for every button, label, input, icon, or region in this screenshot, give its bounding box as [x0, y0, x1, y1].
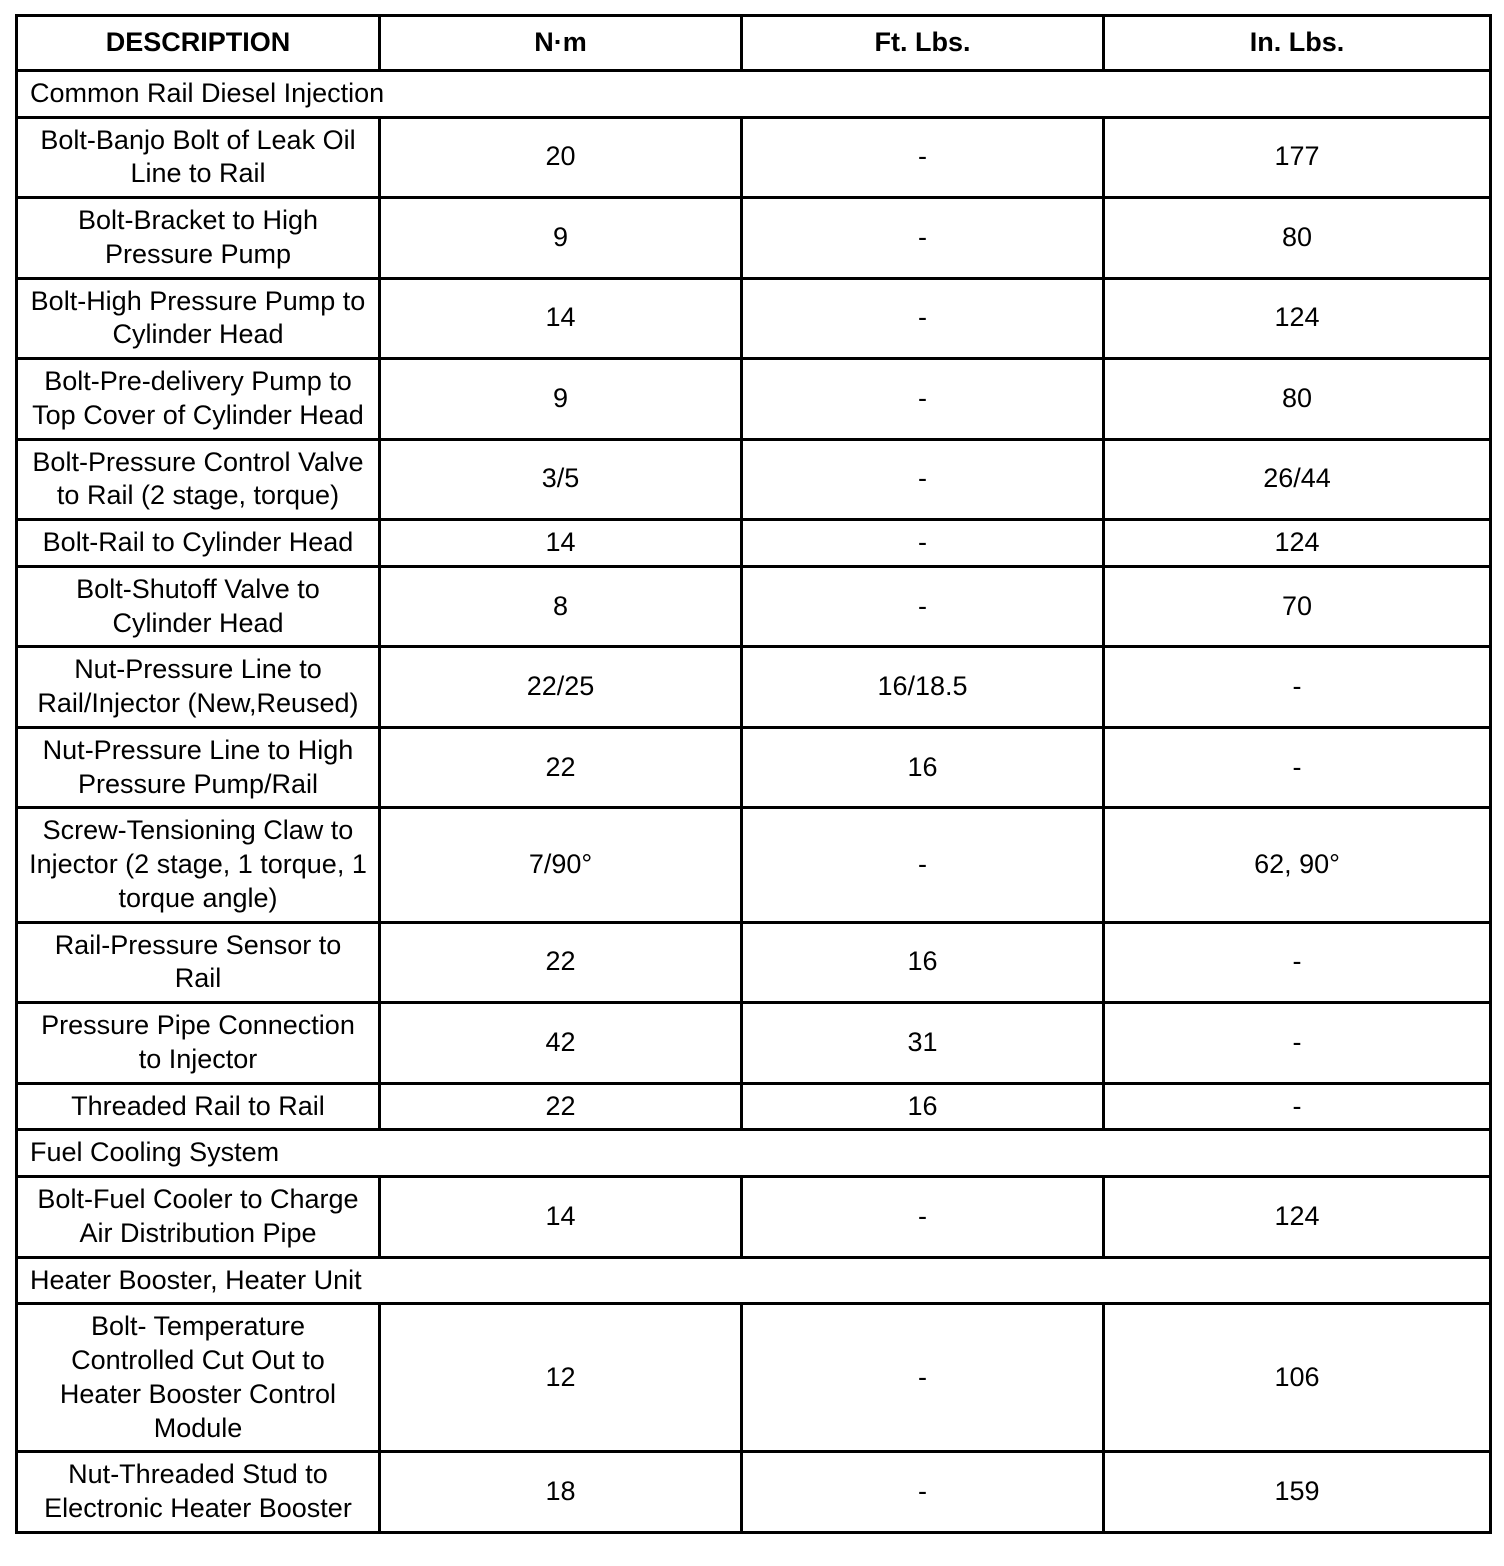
table-row — [17, 566, 1491, 647]
ftlbs-value-cell: - — [742, 198, 1104, 279]
table-header — [17, 16, 1491, 71]
inlbs-value-cell: - — [1104, 1003, 1491, 1084]
inlbs-value-cell: 80 — [1104, 359, 1491, 440]
column-header-ftlbs: Ft. Lbs. — [742, 16, 1104, 71]
ftlbs-value-cell: 16 — [742, 922, 1104, 1003]
nm-value-cell: 3/5 — [380, 439, 742, 520]
description-cell: Bolt-Shutoff Valve to Cylinder Head — [17, 566, 380, 647]
table-row — [17, 808, 1491, 922]
table-row — [17, 439, 1491, 520]
inlbs-value-cell: 124 — [1104, 1177, 1491, 1258]
description-cell: Bolt-Pressure Control Valve to Rail (2 stage, torque) — [17, 439, 380, 520]
nm-value-cell: 9 — [380, 198, 742, 279]
nm-value-cell: 22 — [380, 727, 742, 808]
inlbs-value-cell: - — [1104, 1083, 1491, 1130]
column-header-nm: N·m — [380, 16, 742, 71]
description-cell: Bolt-Rail to Cylinder Head — [17, 520, 380, 567]
nm-value-cell: 22 — [380, 922, 742, 1003]
description-cell: Bolt-Banjo Bolt of Leak Oil Line to Rail — [17, 117, 380, 198]
table-row — [17, 727, 1491, 808]
column-header-inlbs: In. Lbs. — [1104, 16, 1491, 71]
description-cell: Nut-Threaded Stud to Electronic Heater Booster — [17, 1452, 380, 1533]
description-cell: Bolt-Fuel Cooler to Charge Air Distribution Pipe — [17, 1177, 380, 1258]
inlbs-value-cell: 124 — [1104, 278, 1491, 359]
nm-value-cell: 7/90° — [380, 808, 742, 922]
table-row — [17, 359, 1491, 440]
ftlbs-value-cell: - — [742, 808, 1104, 922]
section-label: Fuel Cooling System — [17, 1130, 1491, 1177]
description-cell: Rail-Pressure Sensor to Rail — [17, 922, 380, 1003]
table-row — [17, 520, 1491, 567]
ftlbs-value-cell: 31 — [742, 1003, 1104, 1084]
nm-value-cell: 22 — [380, 1083, 742, 1130]
section-row — [17, 1257, 1491, 1304]
ftlbs-value-cell: - — [742, 1177, 1104, 1258]
section-row — [17, 70, 1491, 117]
inlbs-value-cell: 106 — [1104, 1304, 1491, 1452]
section-label: Common Rail Diesel Injection — [17, 70, 1491, 117]
description-cell: Bolt-Pre-delivery Pump to Top Cover of Cylinder Head — [17, 359, 380, 440]
table-row — [17, 647, 1491, 728]
nm-value-cell: 18 — [380, 1452, 742, 1533]
inlbs-value-cell: 124 — [1104, 520, 1491, 567]
nm-value-cell: 20 — [380, 117, 742, 198]
inlbs-value-cell: 62, 90° — [1104, 808, 1491, 922]
nm-value-cell: 14 — [380, 278, 742, 359]
table-row — [17, 1083, 1491, 1130]
table-row — [17, 922, 1491, 1003]
nm-value-cell: 9 — [380, 359, 742, 440]
ftlbs-value-cell: - — [742, 520, 1104, 567]
column-header-description: DESCRIPTION — [17, 16, 380, 71]
nm-value-cell: 14 — [380, 520, 742, 567]
table-row — [17, 1003, 1491, 1084]
torque-spec-table — [15, 14, 1492, 1534]
description-cell: Pressure Pipe Connection to Injector — [17, 1003, 380, 1084]
inlbs-value-cell: 159 — [1104, 1452, 1491, 1533]
table-row — [17, 198, 1491, 279]
description-cell: Nut-Pressure Line to Rail/Injector (New,Reused) — [17, 647, 380, 728]
ftlbs-value-cell: - — [742, 566, 1104, 647]
inlbs-value-cell: - — [1104, 647, 1491, 728]
ftlbs-value-cell: 16/18.5 — [742, 647, 1104, 728]
ftlbs-value-cell: - — [742, 278, 1104, 359]
table-row — [17, 117, 1491, 198]
table-row — [17, 1304, 1491, 1452]
nm-value-cell: 12 — [380, 1304, 742, 1452]
inlbs-value-cell: - — [1104, 727, 1491, 808]
description-cell: Bolt-High Pressure Pump to Cylinder Head — [17, 278, 380, 359]
ftlbs-value-cell: - — [742, 1452, 1104, 1533]
inlbs-value-cell: 177 — [1104, 117, 1491, 198]
ftlbs-value-cell: - — [742, 1304, 1104, 1452]
nm-value-cell: 42 — [380, 1003, 742, 1084]
table-row — [17, 1452, 1491, 1533]
ftlbs-value-cell: 16 — [742, 1083, 1104, 1130]
ftlbs-value-cell: - — [742, 117, 1104, 198]
description-cell: Screw-Tensioning Claw to Injector (2 stage, 1 torque, 1 torque angle) — [17, 808, 380, 922]
inlbs-value-cell: 70 — [1104, 566, 1491, 647]
inlbs-value-cell: 80 — [1104, 198, 1491, 279]
table-row — [17, 1177, 1491, 1258]
ftlbs-value-cell: - — [742, 439, 1104, 520]
section-row — [17, 1130, 1491, 1177]
description-cell: Bolt- Temperature Controlled Cut Out to Heater Booster Control Module — [17, 1304, 380, 1452]
description-cell: Nut-Pressure Line to High Pressure Pump/Rail — [17, 727, 380, 808]
ftlbs-value-cell: - — [742, 359, 1104, 440]
inlbs-value-cell: 26/44 — [1104, 439, 1491, 520]
ftlbs-value-cell: 16 — [742, 727, 1104, 808]
header-row — [17, 16, 1491, 71]
table-body — [17, 70, 1491, 1532]
nm-value-cell: 14 — [380, 1177, 742, 1258]
section-label: Heater Booster, Heater Unit — [17, 1257, 1491, 1304]
inlbs-value-cell: - — [1104, 922, 1491, 1003]
description-cell: Threaded Rail to Rail — [17, 1083, 380, 1130]
nm-value-cell: 22/25 — [380, 647, 742, 728]
table-row — [17, 278, 1491, 359]
nm-value-cell: 8 — [380, 566, 742, 647]
description-cell: Bolt-Bracket to High Pressure Pump — [17, 198, 380, 279]
